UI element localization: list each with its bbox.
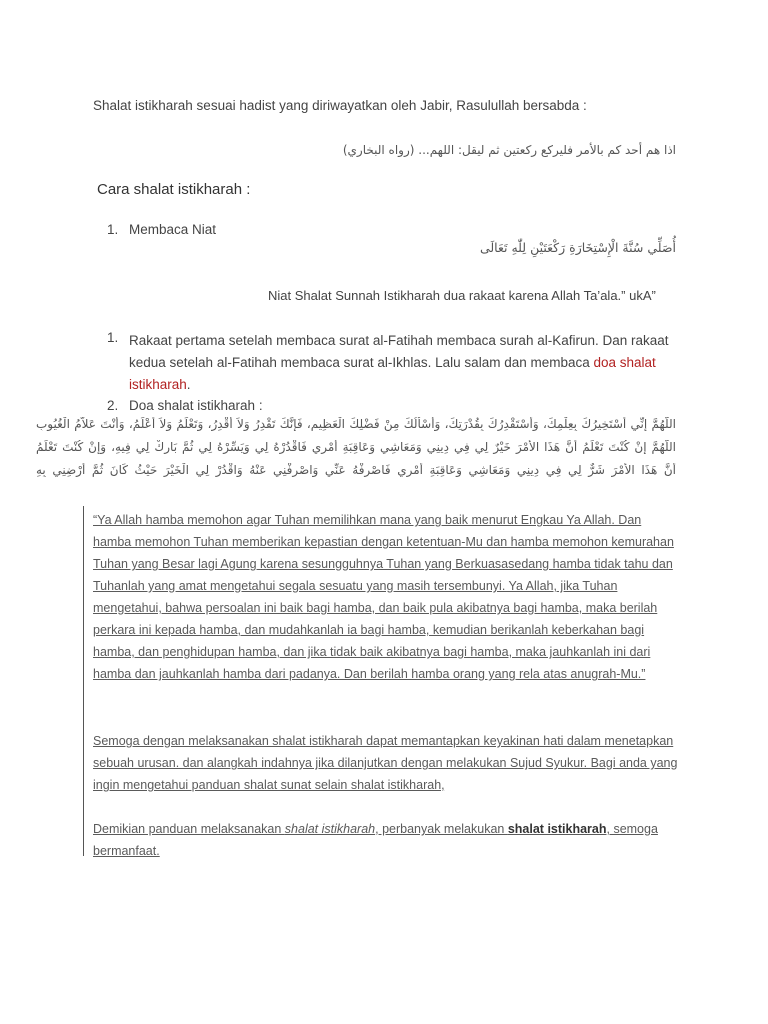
rakaat-text: Rakaat pertama setelah membaca surat al-Fatihah membaca surah al-Kafirun. Dan rakaat kedua setelah al-Fatihah membaca surat al-Ikhlas. Lalu salam dan membaca [129,333,669,370]
final-italic: shalat istikharah [284,822,376,836]
niat-arabic: أُصَلِّي سُنَّةَ الْإِسْتِخَارَةِ رَكْعَتَيْنِ لِلّٰهِ تَعَالَى [479,240,676,255]
final-middle: , perbanyak melakukan [375,822,508,836]
doa-arabic-line: أَنَّ هَذَا الأَمْرَ شَرٌّ لِي فِي دِينِي وَمَعَاشِي وَعَاقِبَةِ أَمْرِي فَاصْرِفْهُ عَنِّي وَاصْرِفْنِي عَنْهُ وَاقْدُرْ لِي الْخَيْرَ حَيْثُ كَانَ ثُمَّ أَرْضِنِي بِهِ [36,463,676,477]
final-suffix: , semoga bermanfaat. [93,822,658,858]
list-item-doa: Doa shalat istikharah : [129,398,263,413]
doa-arabic-line: اللَّهُمَّ إِنِّي أَسْتَخِيرُكَ بِعِلْمِكَ، وَأَسْتَقْدِرُكَ بِقُدْرَتِكَ، وَأَسْأَلُكَ مِنْ فَضْلِكَ الْعَظِيمِ، فَإِنَّكَ تَقْدِرُ وَلاَ أَقْدِرُ، وَتَعْلَمُ وَلاَ أَعْلَمُ، وَأَنْتَ عَلاَّمُ الْغُيُوبِ [36,417,676,431]
doa-link[interactable]: doa shalat istikharah [129,355,656,392]
hadith-arabic: اذا هم أحد كم بالأمر فليركع ركعتين ثم ليقل: اللهم... (رواه البخاري) [342,143,676,157]
closing-paragraph[interactable]: Semoga dengan melaksanakan shalat istikharah dapat memantapkan keyakinan hati dalam menetapkan sebuah urusan. dan alangkah indahnya jika dilanjutkan dengan melakukan Sujud Syukur. Bagi anda yang ingin mengetahui panduan shalat sunat selain shalat istikharah, [93,734,678,792]
final-prefix: Demikian panduan melaksanakan [93,822,285,836]
quote-bar [83,506,84,856]
doa-arabic-line: اللَّهُمَّ إِنْ كُنْتَ تَعْلَمُ أَنَّ هَذَا الأَمْرَ خَيْرٌ لِي فِي دِينِي وَمَعَاشِي وَعَاقِبَةِ أَمْرِي فَاقْدُرْهُ لِي وَيَسِّرْهُ لِي ثُمَّ بَارِكْ لِي فِيهِ، وَإِنْ كُنْتَ تَعْلَمُ [36,440,676,454]
translation-quote[interactable]: “Ya Allah hamba memohon agar Tuhan memilihkan mana yang baik menurut Engkau Ya Allah. Dan hamba memohon Tuhan memberikan kepastian dengan ketentuan-Mu dan hamba memohon kemurahan Tuhan yang Besar lagi Agung karena sesungguhnya Tuhan yang Berkuasasedang hamba tidak tahu dan Tuhanlah yang amat mengetahui segala sesuatu yang masih tersembunyi. Ya Allah, jika Tuhan mengetahui, bahwa persoalan ini baik bagi hamba, dan baik pula akibatnya bagi hamba, maka berilah perkara ini kepada hamba, dan mudahkanlah ia bagi hamba, kemudian berikanlah keberkahan bagi hamba, dan penghidupan hamba, dan jika tidak baik akibatnya bagi hamba, maka jauhkanlah ini dari hamba dan jauhkanlah hamba dari padanya. Dan berilah hamba orang yang rela atas anugrah-Mu.” [93,513,674,681]
niat-latin: Niat Shalat Sunnah Istikharah dua rakaat karena Allah Ta’ala.” ukA” [268,288,656,303]
section-heading: Cara shalat istikharah : [97,181,251,198]
rakaat-tail: . [186,377,191,392]
list-item-rakaat [129,330,669,396]
list-item-niat: Membaca Niat [129,222,217,237]
list-number: 2. [107,398,119,413]
final-paragraph[interactable] [93,818,678,862]
list-number: 1. [107,222,119,237]
list-number: 1. [107,330,119,345]
intro-text: Shalat istikharah sesuai hadist yang diriwayatkan oleh Jabir, Rasulullah bersabda : [93,98,587,113]
final-bold: shalat istikharah [507,822,607,836]
